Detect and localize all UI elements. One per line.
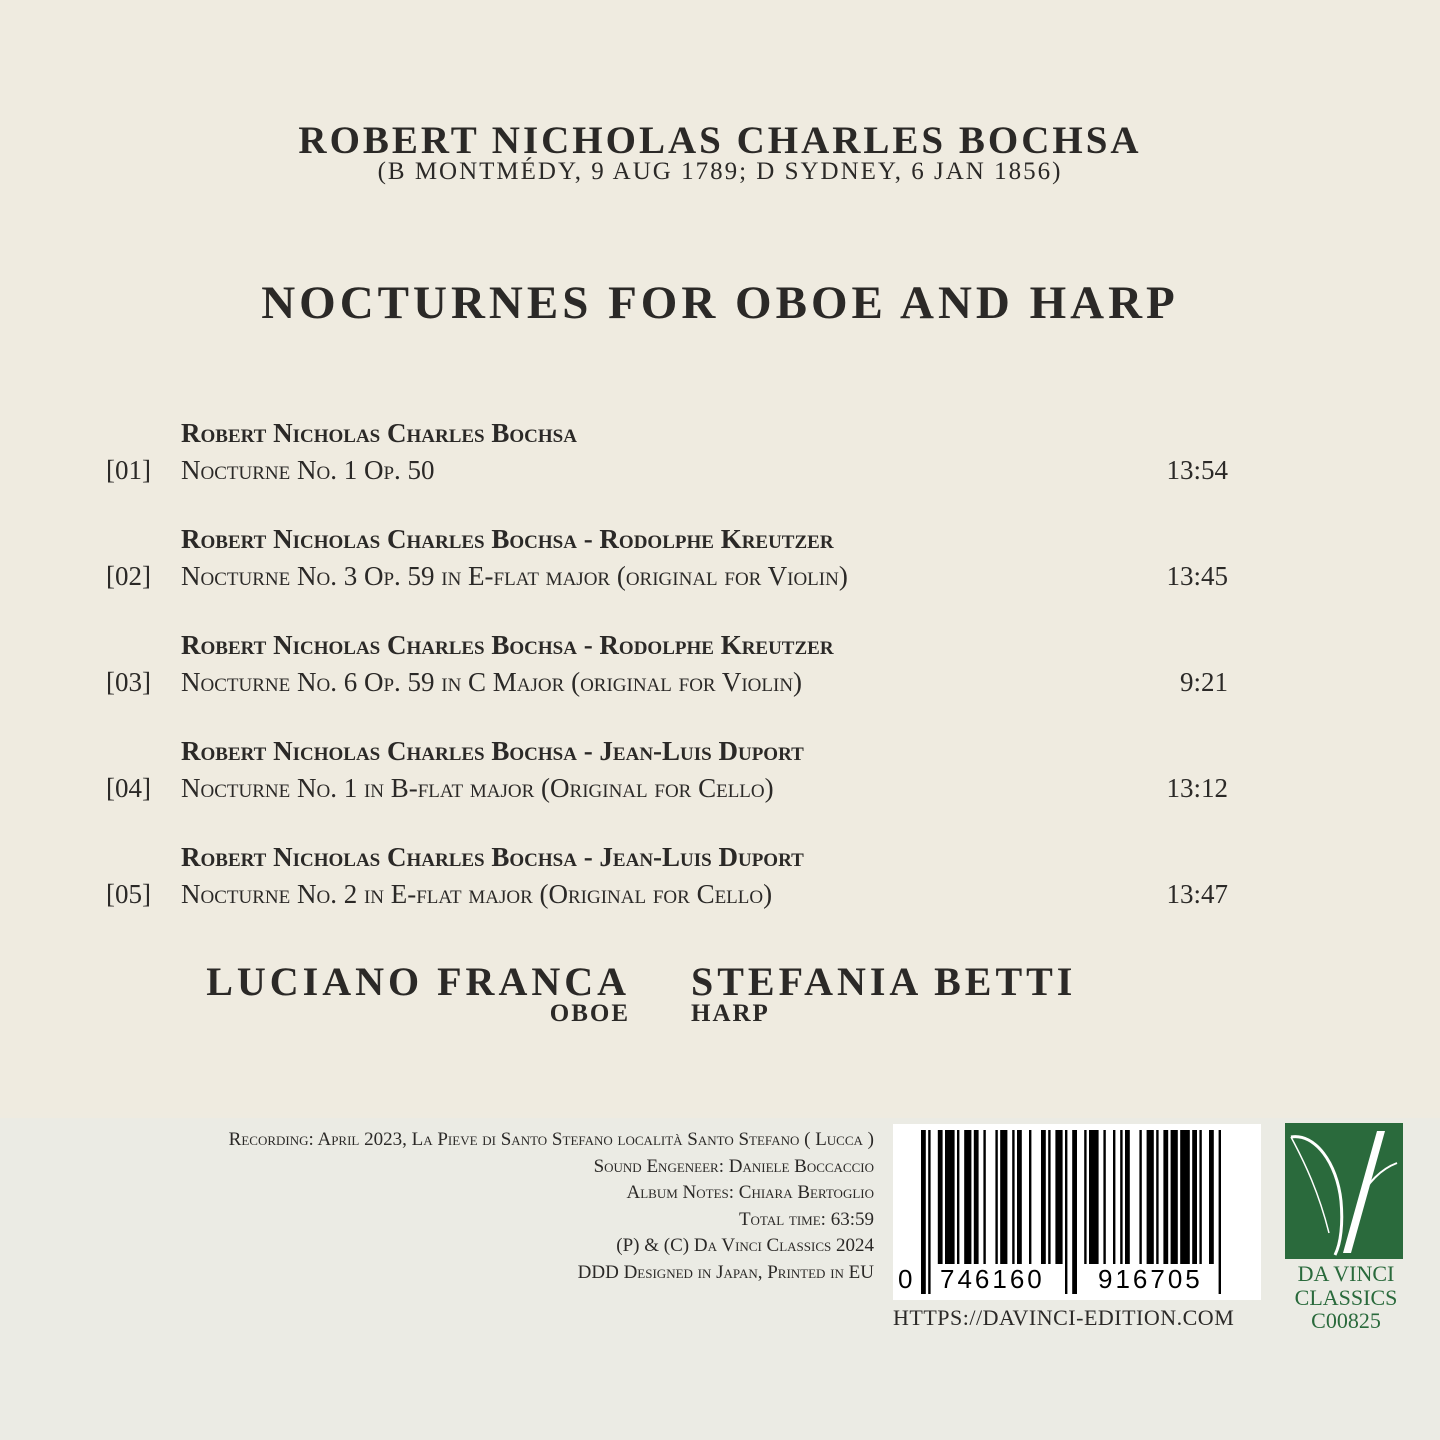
performer-oboe-instrument: OBOE — [549, 1000, 630, 1027]
track-duration: 13:45 — [1166, 561, 1228, 591]
barcode-bar — [1041, 1130, 1046, 1264]
track-duration: 13:47 — [1166, 879, 1228, 909]
track-composers: Robert Nicholas Charles Bochsa - Jean-Luis Duport — [181, 736, 804, 766]
credit-copyright: (P) & (C) Da Vinci Classics 2024 — [616, 1235, 874, 1256]
barcode-lead-digit: 0 — [898, 1264, 913, 1294]
barcode-bar — [1055, 1130, 1062, 1264]
barcode-bar — [983, 1130, 985, 1264]
barcode-bar — [1156, 1130, 1158, 1264]
website-url[interactable]: HTTPS://DAVINCI-EDITION.COM — [893, 1305, 1235, 1330]
credit-total-time: Total time: 63:59 — [738, 1208, 874, 1230]
barcode-bar — [1163, 1130, 1168, 1264]
credit-sound-engineer: Sound Engeneer: Daniele Boccaccio — [593, 1155, 874, 1177]
credit-recording: Recording: April 2023, La Pieve di Santo Stefano località Santo Stefano ( Lucca ) — [228, 1129, 874, 1150]
barcode-bar — [938, 1130, 943, 1264]
performer-oboe-name: LUCIANO FRANCA — [206, 959, 630, 1004]
barcode-bar — [1048, 1130, 1050, 1264]
barcode-bar — [1012, 1130, 1014, 1264]
track-title: Nocturne No. 3 Op. 59 in E-flat major (original for Violin) — [181, 561, 848, 591]
track-composers: Robert Nicholas Charles Bochsa - Jean-Luis Duport — [181, 842, 804, 872]
label-name-line2: CLASSICS — [1294, 1285, 1398, 1310]
logo-mark-icon — [1285, 1123, 1403, 1259]
barcode-bar — [1180, 1130, 1190, 1264]
track-number: [05] — [106, 879, 151, 909]
barcode-bar — [1029, 1130, 1031, 1264]
barcode-bar — [964, 1130, 971, 1264]
barcode-bar — [1192, 1130, 1197, 1264]
track-composers: Robert Nicholas Charles Bochsa - Rodolphe Kreutzer — [181, 524, 834, 554]
track-item — [0, 842, 1440, 922]
da-vinci-logo — [1285, 1123, 1403, 1259]
track-item — [0, 418, 1440, 498]
track-title: Nocturne No. 2 in E-flat major (Original for Cello) — [181, 879, 773, 909]
track-title: Nocturne No. 1 in B-flat major (Original for Cello) — [181, 773, 774, 803]
barcode-bar — [1103, 1130, 1105, 1264]
composer-name: ROBERT NICHOLAS CHARLES BOCHSA — [298, 119, 1142, 162]
track-duration: 9:21 — [1179, 667, 1228, 697]
barcode-bar — [1072, 1130, 1077, 1294]
catalog-number: C00825 — [1311, 1308, 1381, 1333]
credit-album-notes: Album Notes: Chiara Bertoglio — [626, 1182, 874, 1203]
track-title: Nocturne No. 6 Op. 59 in C Major (original for Violin) — [181, 667, 803, 697]
credit-production: DDD Designed in Japan, Printed in EU — [577, 1261, 874, 1283]
barcode-bar — [945, 1130, 955, 1264]
barcode-bar — [1084, 1130, 1086, 1264]
barcode-bar — [921, 1130, 926, 1294]
performer-harp-name: STEFANIA BETTI — [691, 959, 1077, 1004]
barcode-bar — [928, 1130, 930, 1294]
barcode-bar — [1171, 1130, 1178, 1264]
barcode-bar — [1209, 1130, 1214, 1264]
barcode-bar — [974, 1130, 979, 1264]
barcode-bar — [1065, 1130, 1067, 1294]
barcode-bar — [995, 1130, 997, 1264]
performer-harp-instrument: HARP — [691, 1000, 770, 1027]
barcode-left-digits: 746160 — [940, 1264, 1045, 1294]
track-number: [01] — [106, 455, 151, 485]
track-composers: Robert Nicholas Charles Bochsa — [181, 418, 577, 448]
barcode-bar — [1199, 1130, 1201, 1264]
barcode-bar — [1000, 1130, 1007, 1264]
track-number: [02] — [106, 561, 151, 591]
album-title: NOCTURNES FOR OBOE AND HARP — [261, 277, 1179, 329]
track-item — [0, 630, 1440, 710]
barcode-bar — [1219, 1130, 1221, 1294]
barcode-bar — [1113, 1130, 1115, 1264]
track-duration: 13:12 — [1166, 773, 1228, 803]
barcode-bar — [1139, 1130, 1141, 1264]
barcode-bar — [1125, 1130, 1130, 1264]
track-composers: Robert Nicholas Charles Bochsa - Rodolphe Kreutzer — [181, 630, 834, 660]
track-item — [0, 736, 1440, 816]
track-duration: 13:54 — [1166, 455, 1228, 485]
credits — [229, 1127, 874, 1286]
barcode-right-digits: 916705 — [1098, 1264, 1203, 1294]
barcode-bar — [1089, 1130, 1099, 1264]
barcode-bar — [1017, 1130, 1022, 1264]
track-number: [04] — [106, 773, 151, 803]
track-number: [03] — [106, 667, 151, 697]
track-item — [0, 524, 1440, 604]
label-name-line1: DA VINCI — [1297, 1261, 1395, 1286]
barcode-bar — [1120, 1130, 1122, 1264]
barcode-bar — [957, 1130, 959, 1264]
composer-dates: (B MONTMÉDY, 9 AUG 1789; D SYDNEY, 6 JAN 1856) — [377, 158, 1063, 185]
track-title: Nocturne No. 1 Op. 50 — [181, 455, 435, 485]
barcode-bar — [1147, 1130, 1154, 1264]
